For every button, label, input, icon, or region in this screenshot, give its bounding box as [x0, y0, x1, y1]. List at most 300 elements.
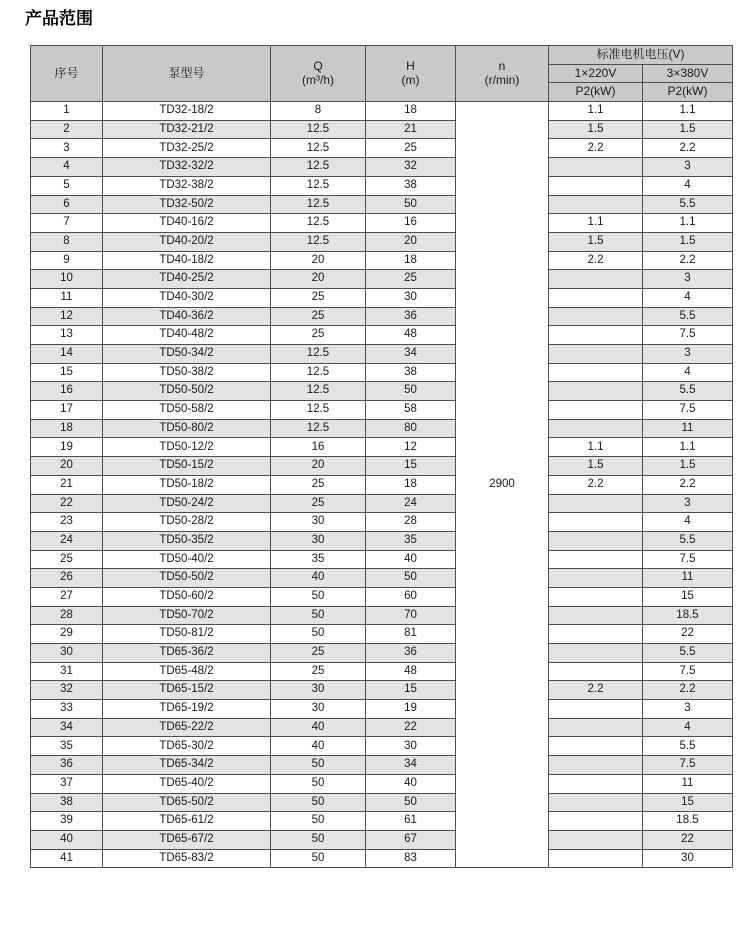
table-row	[31, 158, 733, 177]
h-cell: 81	[366, 625, 456, 644]
h-cell: 60	[366, 587, 456, 606]
p2-220v-cell	[549, 158, 643, 177]
q-cell: 20	[271, 251, 366, 270]
p2-220v-cell: 2.2	[549, 681, 643, 700]
model-cell: TD50-60/2	[103, 587, 271, 606]
p2-220v-cell	[549, 625, 643, 644]
row-no-cell: 14	[31, 345, 103, 364]
p2-220v-cell	[549, 550, 643, 569]
model-cell: TD50-15/2	[103, 457, 271, 476]
header-no: 序号	[31, 46, 103, 102]
model-cell: TD50-70/2	[103, 606, 271, 625]
p2-380v-cell: 18.5	[643, 812, 733, 831]
h-cell: 21	[366, 120, 456, 139]
table-row	[31, 251, 733, 270]
model-cell: TD50-80/2	[103, 419, 271, 438]
row-no-cell: 1	[31, 102, 103, 121]
h-cell: 36	[366, 644, 456, 663]
p2-380v-cell: 4	[643, 513, 733, 532]
row-no-cell: 3	[31, 139, 103, 158]
q-cell: 20	[271, 270, 366, 289]
p2-220v-cell	[549, 569, 643, 588]
table-row	[31, 700, 733, 719]
table-row	[31, 681, 733, 700]
table-row	[31, 569, 733, 588]
model-cell: TD32-18/2	[103, 102, 271, 121]
h-cell: 40	[366, 550, 456, 569]
row-no-cell: 35	[31, 737, 103, 756]
h-cell: 70	[366, 606, 456, 625]
q-cell: 25	[271, 662, 366, 681]
q-cell: 25	[271, 307, 366, 326]
table-row	[31, 382, 733, 401]
h-cell: 15	[366, 457, 456, 476]
p2-220v-cell	[549, 195, 643, 214]
model-cell: TD50-50/2	[103, 569, 271, 588]
row-no-cell: 2	[31, 120, 103, 139]
p2-220v-cell: 1.1	[549, 214, 643, 233]
row-no-cell: 32	[31, 681, 103, 700]
h-cell: 67	[366, 830, 456, 849]
model-cell: TD65-61/2	[103, 812, 271, 831]
p2-220v-cell	[549, 531, 643, 550]
p2-380v-cell: 1.1	[643, 214, 733, 233]
row-no-cell: 6	[31, 195, 103, 214]
table-row	[31, 288, 733, 307]
h-cell: 32	[366, 158, 456, 177]
h-cell: 50	[366, 382, 456, 401]
q-cell: 12.5	[271, 139, 366, 158]
row-no-cell: 20	[31, 457, 103, 476]
p2-220v-cell	[549, 812, 643, 831]
header-h-symbol: H	[406, 58, 415, 73]
table-header	[31, 46, 733, 102]
table-row	[31, 102, 733, 121]
model-cell: TD50-81/2	[103, 625, 271, 644]
model-cell: TD50-24/2	[103, 494, 271, 513]
h-cell: 30	[366, 737, 456, 756]
p2-220v-cell	[549, 606, 643, 625]
p2-380v-cell: 1.5	[643, 457, 733, 476]
q-cell: 30	[271, 700, 366, 719]
h-cell: 12	[366, 438, 456, 457]
model-cell: TD40-16/2	[103, 214, 271, 233]
q-cell: 8	[271, 102, 366, 121]
table-row	[31, 830, 733, 849]
h-cell: 38	[366, 176, 456, 195]
row-no-cell: 38	[31, 793, 103, 812]
p2-220v-cell	[549, 326, 643, 345]
p2-220v-cell: 1.1	[549, 438, 643, 457]
p2-220v-cell: 1.1	[549, 102, 643, 121]
p2-220v-cell	[549, 494, 643, 513]
q-cell: 30	[271, 681, 366, 700]
model-cell: TD50-40/2	[103, 550, 271, 569]
row-no-cell: 23	[31, 513, 103, 532]
table-row	[31, 438, 733, 457]
h-cell: 80	[366, 419, 456, 438]
h-cell: 25	[366, 139, 456, 158]
model-cell: TD40-30/2	[103, 288, 271, 307]
table-body	[31, 102, 733, 868]
model-cell: TD65-19/2	[103, 700, 271, 719]
q-cell: 12.5	[271, 401, 366, 420]
h-cell: 19	[366, 700, 456, 719]
p2-220v-cell	[549, 270, 643, 289]
p2-380v-cell: 4	[643, 718, 733, 737]
table-row	[31, 401, 733, 420]
table-row	[31, 214, 733, 233]
model-cell: TD65-34/2	[103, 756, 271, 775]
table-row	[31, 195, 733, 214]
p2-220v-cell: 1.5	[549, 457, 643, 476]
table-row	[31, 550, 733, 569]
h-cell: 35	[366, 531, 456, 550]
p2-380v-cell: 3	[643, 494, 733, 513]
model-cell: TD65-48/2	[103, 662, 271, 681]
table-row	[31, 718, 733, 737]
q-cell: 12.5	[271, 363, 366, 382]
p2-380v-cell: 5.5	[643, 195, 733, 214]
h-cell: 15	[366, 681, 456, 700]
header-q-unit: (m³/h)	[302, 72, 334, 87]
table-row	[31, 625, 733, 644]
p2-220v-cell	[549, 176, 643, 195]
p2-220v-cell	[549, 793, 643, 812]
table-row	[31, 176, 733, 195]
p2-220v-cell	[549, 401, 643, 420]
q-cell: 50	[271, 587, 366, 606]
p2-220v-cell	[549, 307, 643, 326]
p2-220v-cell	[549, 513, 643, 532]
model-cell: TD50-58/2	[103, 401, 271, 420]
q-cell: 12.5	[271, 232, 366, 251]
h-cell: 50	[366, 793, 456, 812]
header-row-1	[31, 46, 733, 65]
header-220v: 1×220V	[549, 64, 643, 83]
p2-220v-cell	[549, 849, 643, 868]
row-no-cell: 12	[31, 307, 103, 326]
p2-380v-cell: 2.2	[643, 251, 733, 270]
h-cell: 50	[366, 569, 456, 588]
header-h-unit: (m)	[401, 72, 420, 87]
q-cell: 50	[271, 830, 366, 849]
p2-380v-cell: 22	[643, 830, 733, 849]
p2-380v-cell: 4	[643, 288, 733, 307]
p2-380v-cell: 5.5	[643, 531, 733, 550]
p2-380v-cell: 3	[643, 345, 733, 364]
row-no-cell: 18	[31, 419, 103, 438]
row-no-cell: 22	[31, 494, 103, 513]
p2-220v-cell	[549, 587, 643, 606]
q-cell: 50	[271, 849, 366, 868]
table-row	[31, 793, 733, 812]
row-no-cell: 25	[31, 550, 103, 569]
h-cell: 30	[366, 288, 456, 307]
p2-380v-cell: 22	[643, 625, 733, 644]
row-no-cell: 33	[31, 700, 103, 719]
p2-220v-cell: 2.2	[549, 139, 643, 158]
table-row	[31, 363, 733, 382]
model-cell: TD65-83/2	[103, 849, 271, 868]
row-no-cell: 17	[31, 401, 103, 420]
model-cell: TD32-25/2	[103, 139, 271, 158]
p2-380v-cell: 4	[643, 363, 733, 382]
p2-380v-cell: 7.5	[643, 756, 733, 775]
table-row	[31, 662, 733, 681]
model-cell: TD32-50/2	[103, 195, 271, 214]
p2-380v-cell: 2.2	[643, 139, 733, 158]
p2-220v-cell	[549, 662, 643, 681]
p2-380v-cell: 7.5	[643, 326, 733, 345]
p2-380v-cell: 15	[643, 587, 733, 606]
table-row	[31, 812, 733, 831]
table-row	[31, 139, 733, 158]
model-cell: TD32-32/2	[103, 158, 271, 177]
q-cell: 12.5	[271, 176, 366, 195]
p2-380v-cell: 11	[643, 569, 733, 588]
row-no-cell: 37	[31, 774, 103, 793]
table-row	[31, 326, 733, 345]
h-cell: 18	[366, 251, 456, 270]
p2-380v-cell: 3	[643, 270, 733, 289]
p2-380v-cell: 18.5	[643, 606, 733, 625]
q-cell: 40	[271, 569, 366, 588]
p2-380v-cell: 3	[643, 700, 733, 719]
header-p2-380: P2(kW)	[643, 83, 733, 102]
h-cell: 36	[366, 307, 456, 326]
p2-380v-cell: 4	[643, 176, 733, 195]
table-row	[31, 513, 733, 532]
row-no-cell: 36	[31, 756, 103, 775]
row-no-cell: 28	[31, 606, 103, 625]
q-cell: 50	[271, 774, 366, 793]
h-cell: 34	[366, 345, 456, 364]
table-row	[31, 756, 733, 775]
table-row	[31, 849, 733, 868]
table-row	[31, 475, 733, 494]
row-no-cell: 5	[31, 176, 103, 195]
q-cell: 12.5	[271, 382, 366, 401]
q-cell: 25	[271, 288, 366, 307]
table-row	[31, 644, 733, 663]
p2-220v-cell	[549, 288, 643, 307]
row-no-cell: 13	[31, 326, 103, 345]
model-cell: TD50-38/2	[103, 363, 271, 382]
h-cell: 83	[366, 849, 456, 868]
header-p2-220: P2(kW)	[549, 83, 643, 102]
model-cell: TD40-25/2	[103, 270, 271, 289]
row-no-cell: 31	[31, 662, 103, 681]
row-no-cell: 30	[31, 644, 103, 663]
header-n-unit: (r/min)	[484, 72, 520, 87]
p2-380v-cell: 7.5	[643, 550, 733, 569]
row-no-cell: 11	[31, 288, 103, 307]
p2-380v-cell: 7.5	[643, 401, 733, 420]
row-no-cell: 15	[31, 363, 103, 382]
header-n-symbol: n	[498, 58, 506, 73]
table-row	[31, 270, 733, 289]
header-model: 泵型号	[103, 46, 271, 102]
table-row	[31, 606, 733, 625]
p2-220v-cell	[549, 718, 643, 737]
table-row	[31, 345, 733, 364]
model-cell: TD65-50/2	[103, 793, 271, 812]
h-cell: 58	[366, 401, 456, 420]
h-cell: 48	[366, 326, 456, 345]
p2-380v-cell: 1.5	[643, 232, 733, 251]
p2-220v-cell	[549, 756, 643, 775]
p2-380v-cell: 1.5	[643, 120, 733, 139]
h-cell: 16	[366, 214, 456, 233]
row-no-cell: 21	[31, 475, 103, 494]
p2-380v-cell: 15	[643, 793, 733, 812]
row-no-cell: 8	[31, 232, 103, 251]
q-cell: 40	[271, 718, 366, 737]
h-cell: 38	[366, 363, 456, 382]
model-cell: TD32-38/2	[103, 176, 271, 195]
q-cell: 12.5	[271, 195, 366, 214]
row-no-cell: 9	[31, 251, 103, 270]
h-cell: 18	[366, 102, 456, 121]
q-cell: 16	[271, 438, 366, 457]
h-cell: 61	[366, 812, 456, 831]
p2-220v-cell	[549, 419, 643, 438]
p2-220v-cell: 1.5	[549, 232, 643, 251]
header-n	[456, 46, 549, 102]
model-cell: TD65-36/2	[103, 644, 271, 663]
q-cell: 50	[271, 756, 366, 775]
q-cell: 30	[271, 531, 366, 550]
row-no-cell: 16	[31, 382, 103, 401]
model-cell: TD40-20/2	[103, 232, 271, 251]
header-h	[366, 46, 456, 102]
p2-220v-cell	[549, 830, 643, 849]
p2-380v-cell: 2.2	[643, 475, 733, 494]
row-no-cell: 4	[31, 158, 103, 177]
row-no-cell: 34	[31, 718, 103, 737]
model-cell: TD32-21/2	[103, 120, 271, 139]
row-no-cell: 27	[31, 587, 103, 606]
model-cell: TD40-36/2	[103, 307, 271, 326]
model-cell: TD50-18/2	[103, 475, 271, 494]
model-cell: TD65-67/2	[103, 830, 271, 849]
q-cell: 35	[271, 550, 366, 569]
table-row	[31, 419, 733, 438]
header-380v: 3×380V	[643, 64, 733, 83]
table-row	[31, 307, 733, 326]
p2-220v-cell	[549, 363, 643, 382]
model-cell: TD40-48/2	[103, 326, 271, 345]
q-cell: 25	[271, 326, 366, 345]
p2-380v-cell: 5.5	[643, 382, 733, 401]
p2-220v-cell	[549, 345, 643, 364]
product-range-table	[30, 45, 733, 868]
p2-380v-cell: 3	[643, 158, 733, 177]
q-cell: 25	[271, 494, 366, 513]
q-cell: 12.5	[271, 419, 366, 438]
row-no-cell: 26	[31, 569, 103, 588]
p2-380v-cell: 7.5	[643, 662, 733, 681]
p2-380v-cell: 2.2	[643, 681, 733, 700]
table-row	[31, 457, 733, 476]
p2-380v-cell: 5.5	[643, 644, 733, 663]
p2-220v-cell: 1.5	[549, 120, 643, 139]
p2-380v-cell: 5.5	[643, 737, 733, 756]
table-row	[31, 531, 733, 550]
p2-380v-cell: 1.1	[643, 102, 733, 121]
row-no-cell: 7	[31, 214, 103, 233]
model-cell: TD50-12/2	[103, 438, 271, 457]
q-cell: 20	[271, 457, 366, 476]
table-row	[31, 774, 733, 793]
p2-220v-cell	[549, 382, 643, 401]
table-row	[31, 494, 733, 513]
q-cell: 25	[271, 475, 366, 494]
q-cell: 12.5	[271, 158, 366, 177]
page-title: 产品范围	[25, 9, 93, 28]
row-no-cell: 24	[31, 531, 103, 550]
h-cell: 18	[366, 475, 456, 494]
h-cell: 22	[366, 718, 456, 737]
q-cell: 12.5	[271, 120, 366, 139]
h-cell: 48	[366, 662, 456, 681]
model-cell: TD50-28/2	[103, 513, 271, 532]
p2-220v-cell: 2.2	[549, 251, 643, 270]
q-cell: 50	[271, 812, 366, 831]
header-voltage-group: 标准电机电压(V)	[549, 46, 733, 65]
model-cell: TD40-18/2	[103, 251, 271, 270]
p2-380v-cell: 5.5	[643, 307, 733, 326]
p2-220v-cell	[549, 700, 643, 719]
table-row	[31, 232, 733, 251]
table-row	[31, 587, 733, 606]
q-cell: 12.5	[271, 345, 366, 364]
p2-380v-cell: 1.1	[643, 438, 733, 457]
q-cell: 50	[271, 606, 366, 625]
model-cell: TD65-22/2	[103, 718, 271, 737]
model-cell: TD65-15/2	[103, 681, 271, 700]
h-cell: 50	[366, 195, 456, 214]
h-cell: 34	[366, 756, 456, 775]
n-speed-cell: 2900	[456, 102, 549, 868]
p2-380v-cell: 30	[643, 849, 733, 868]
model-cell: TD50-50/2	[103, 382, 271, 401]
p2-220v-cell	[549, 774, 643, 793]
row-no-cell: 19	[31, 438, 103, 457]
h-cell: 40	[366, 774, 456, 793]
h-cell: 28	[366, 513, 456, 532]
model-cell: TD65-40/2	[103, 774, 271, 793]
q-cell: 50	[271, 625, 366, 644]
row-no-cell: 10	[31, 270, 103, 289]
row-no-cell: 29	[31, 625, 103, 644]
model-cell: TD65-30/2	[103, 737, 271, 756]
model-cell: TD50-35/2	[103, 531, 271, 550]
row-no-cell: 41	[31, 849, 103, 868]
p2-220v-cell	[549, 644, 643, 663]
table-row	[31, 120, 733, 139]
row-no-cell: 39	[31, 812, 103, 831]
p2-220v-cell	[549, 737, 643, 756]
q-cell: 40	[271, 737, 366, 756]
p2-380v-cell: 11	[643, 774, 733, 793]
header-q	[271, 46, 366, 102]
h-cell: 24	[366, 494, 456, 513]
q-cell: 30	[271, 513, 366, 532]
header-q-symbol: Q	[313, 58, 323, 73]
model-cell: TD50-34/2	[103, 345, 271, 364]
